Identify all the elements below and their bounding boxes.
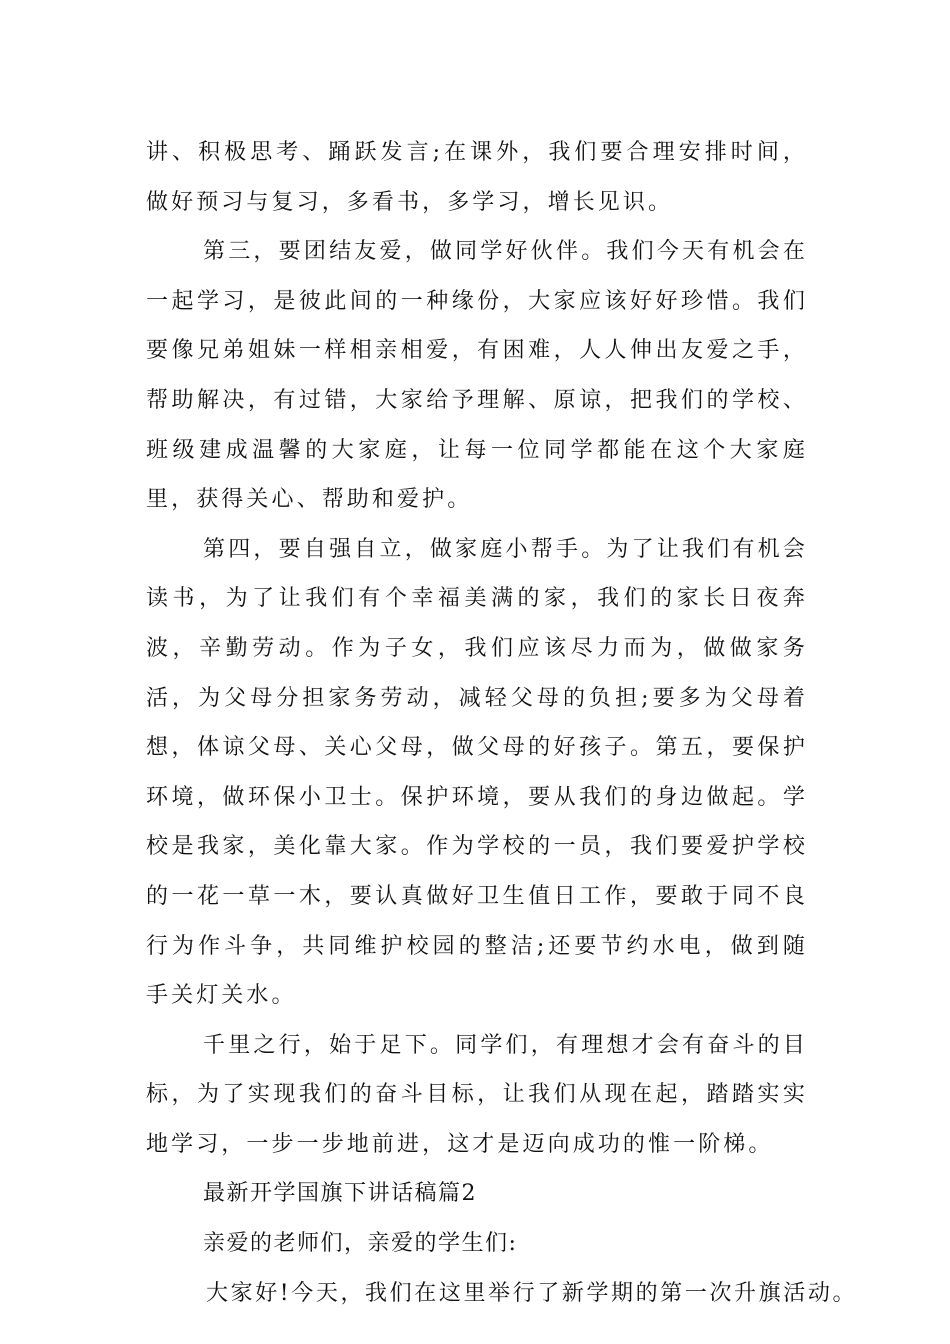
salutation: 亲爱的老师们，亲爱的学生们: [203,1231,518,1257]
document-body [146,128,858,1318]
opening-line: 大家好!今天，我们在这里举行了新学期的第一次升旗活动。 [206,1280,858,1306]
paragraph-continuation: 讲、积极思考、踊跃发言;在课外，我们要合理安排时间，做好预习与复习，多看书，多学习，增长见识。 [146,140,808,215]
paragraph-third-point: 第三，要团结友爱，做同学好伙伴。我们今天有机会在一起学习，是彼此间的一种缘份，大家应该好好珍惜。我们要像兄弟姐妹一样相亲相爱，有困难，人人伸出友爱之手，帮助解决，有过错，大家给予理解、原谅，把我们的学校、班级建成温馨的大家庭，让每一位同学都能在这个大家庭里，获得关心、帮助和爱护。 [146,239,808,513]
paragraph-conclusion: 千里之行，始于足下。同学们，有理想才会有奋斗的目标，为了实现我们的奋斗目标，让我们从现在起，踏踏实实地学习，一步一步地前进，这才是迈向成功的惟一阶梯。 [146,1032,808,1157]
section-title: 最新开学国旗下讲话稿篇2 [203,1181,477,1207]
paragraph-fourth-fifth-point: 第四，要自强自立，做家庭小帮手。为了让我们有机会读书，为了让我们有个幸福美满的家，我们的家长日夜奔波，辛勤劳动。作为子女，我们应该尽力而为，做做家务活，为父母分担家务劳动，减轻父母的负担;要多为父母着想，体谅父母、关心父母，做父母的好孩子。第五，要保护环境，做环保小卫士。保护环境，要从我们的身边做起。学校是我家，美化靠大家。作为学校的一员，我们要爱护学校的一花一草一木，要认真做好卫生值日工作，要敢于同不良行为作斗争，共同维护校园的整洁;还要节约水电，做到随手关灯关水。 [146,536,808,1009]
